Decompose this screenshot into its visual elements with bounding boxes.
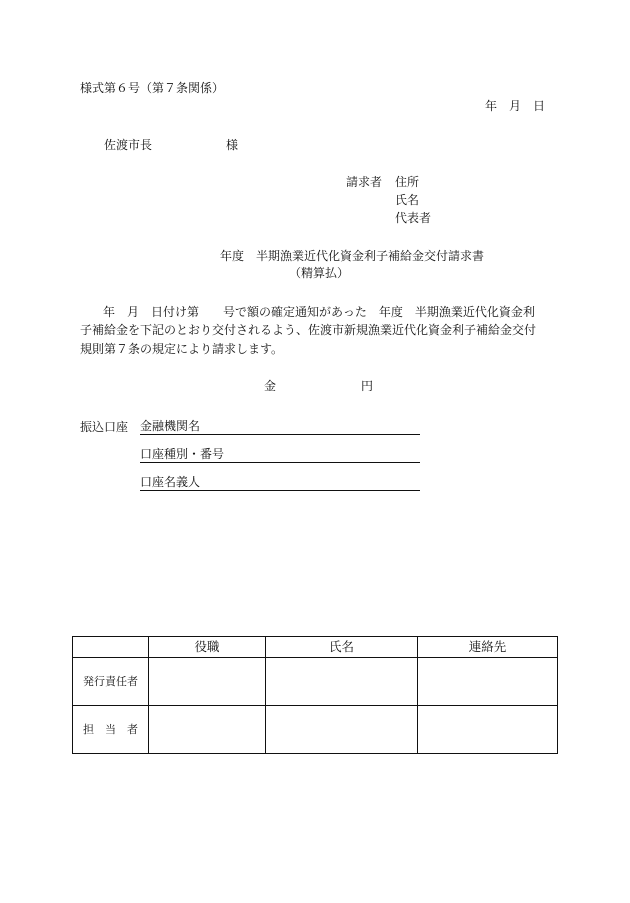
account-type-number-label: 口座種別・番号: [140, 447, 225, 461]
form-number: 様式第６号（第７条関係）: [80, 81, 225, 95]
table-row: [73, 658, 558, 706]
staff-name-cell[interactable]: [266, 706, 418, 754]
body-text-line-2: 子補給金を下記のとおり交付されるよう、佐渡市新規漁業近代化資金利子補給金交付: [80, 323, 537, 337]
staff-contact-cell[interactable]: [418, 706, 558, 754]
issuer-contact-cell[interactable]: [418, 658, 558, 706]
header-corner-cell: [73, 637, 149, 658]
issuer-name-cell[interactable]: [266, 658, 418, 706]
addressee-name: 佐渡市長: [104, 138, 153, 152]
row-label-issuer: 発行責任者: [73, 658, 149, 706]
account-holder-field[interactable]: [140, 476, 420, 491]
requester-label: 請求者: [346, 175, 383, 189]
contact-table: [72, 636, 558, 754]
column-header-name: 氏名: [266, 637, 418, 658]
bank-institution-label: 金融機関名: [140, 419, 201, 433]
date-line: 年 月 日: [485, 99, 546, 113]
bank-account-label: 振込口座: [80, 420, 129, 434]
issuer-position-cell[interactable]: [149, 658, 266, 706]
table-row: [73, 706, 558, 754]
body-text-line-1: 年 月 日付け第 号で額の確定通知があった 年度 半期漁業近代化資金利: [103, 305, 535, 319]
amount-label: 金: [264, 379, 277, 393]
column-header-position: 役職: [149, 637, 266, 658]
bank-institution-field[interactable]: [140, 420, 420, 435]
column-header-contact: 連絡先: [418, 637, 558, 658]
amount-unit: 円: [361, 379, 374, 393]
body-text-line-3: 規則第７条の規定により請求します。: [80, 342, 284, 356]
row-label-staff: 担 当 者: [73, 706, 149, 754]
account-holder-label: 口座名義人: [140, 475, 201, 489]
staff-position-cell[interactable]: [149, 706, 266, 754]
account-type-number-field[interactable]: [140, 448, 420, 463]
contact-table-header-row: [73, 637, 558, 658]
document-title: 年度 半期漁業近代化資金利子補給金交付請求書: [220, 249, 485, 263]
requester-address-label: 住所: [395, 175, 420, 189]
requester-name-label: 氏名: [395, 193, 420, 207]
requester-representative-label: 代表者: [395, 211, 432, 225]
document-subtitle: （精算払）: [289, 266, 350, 280]
addressee-honorific: 様: [226, 138, 239, 152]
